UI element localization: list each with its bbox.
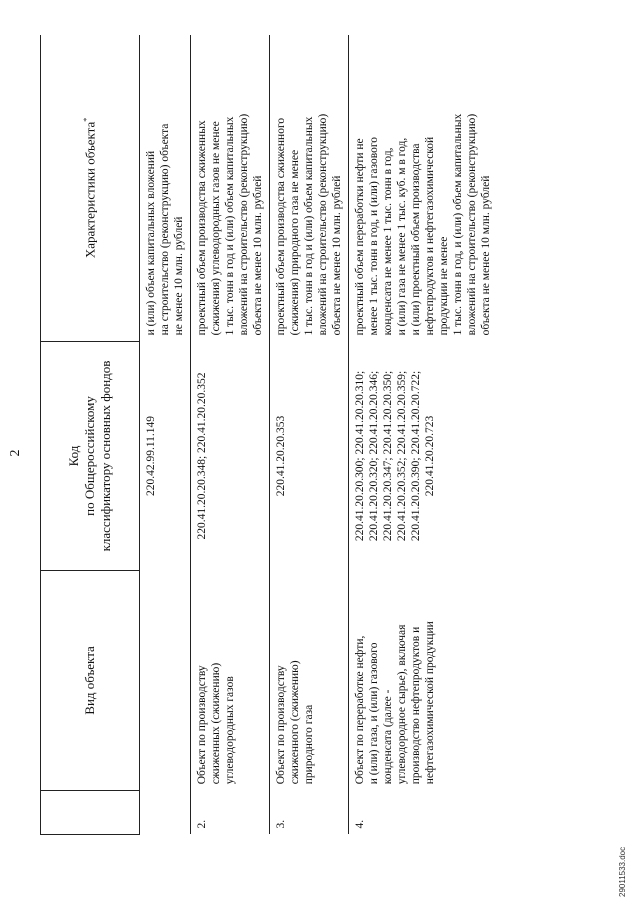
row-number: 2. — [191, 790, 270, 834]
header-code: Код по Общероссийскому классификатору основных фондов — [41, 341, 140, 570]
row-kind: Объект по производству сжиженного (сжижению) природного газа — [270, 571, 349, 791]
row-number: 3. — [270, 790, 349, 834]
objects-table — [40, 35, 497, 835]
page-number: 2 — [8, 449, 23, 457]
header-characteristics — [41, 35, 140, 341]
table-row — [191, 35, 270, 835]
row-code: 220.41.20.20.353 — [270, 341, 349, 570]
row-kind — [140, 571, 191, 791]
row-kind: Объект по переработке нефти, и (или) газа, и (или) газового конденсата (далее - углеводородное сырье), включая производство нефтепродуктов и нефтегазохимической продукции — [349, 571, 498, 791]
table-row — [349, 35, 498, 835]
row-characteristics: проектный объем производства сжиженных (сжижения) углеводородных газов не менее 1 тыс. тонн в год и (или) объем капитальных вложений на строительство (реконструкцию) объекта не менее 10 млн. рублей — [191, 35, 270, 341]
header-number — [41, 790, 140, 834]
row-characteristics: проектный объем производства сжиженного (сжижения) природного газа не менее 1 тыс. тонн в год и (или) объем капитальных вложений на строительство (реконструкцию) объекта не менее 10 млн. рублей — [270, 35, 349, 341]
header-kind: Вид объекта — [41, 571, 140, 791]
header-characteristics-label: Характеристики объекта — [82, 121, 98, 259]
row-characteristics: проектный объем переработки нефти не менее 1 тыс. тонн в год, и (или) газового конденсата не менее 1 тыс. тонн в год, и (или) газа не менее 1 тыс. куб. м в год, и (или) проектный объем производства нефтепродуктов и нефтегазохимической продукции не менее 1 тыс. тонн в год, и (или) объем капитальных вложений на строительство (реконструкцию) объекта не менее 10 млн. рублей — [349, 35, 498, 341]
row-code: 220.42.99.11.149 — [145, 415, 157, 497]
row-number — [140, 790, 191, 834]
file-stamp: 29011533.doc — [618, 846, 627, 897]
footnote-mark: * — [81, 117, 91, 122]
table-row — [270, 35, 349, 835]
table-row — [140, 35, 191, 835]
row-number: 4. — [349, 790, 498, 834]
row-characteristics: и (или) объем капитальных вложений на строительство (реконструкцию) объекта не менее 10 млн. рублей — [145, 123, 186, 336]
row-code: 220.41.20.20.300; 220.41.20.20.310; 220.41.20.20.320; 220.41.20.20.346; 220.41.20.20.347; 220.41.20.20.350; 220.41.20.20.352; 220.41.20.20.359; 220.41.20.20.390; 220.41.20.20.722; 220.41.20.20.723 — [349, 341, 498, 570]
row-kind: Объект по производству сжиженных (сжижению) углеводородных газов — [191, 571, 270, 791]
row-code: 220.41.20.20.348; 220.41.20.20.352 — [191, 341, 270, 570]
table-header-row — [41, 35, 140, 835]
